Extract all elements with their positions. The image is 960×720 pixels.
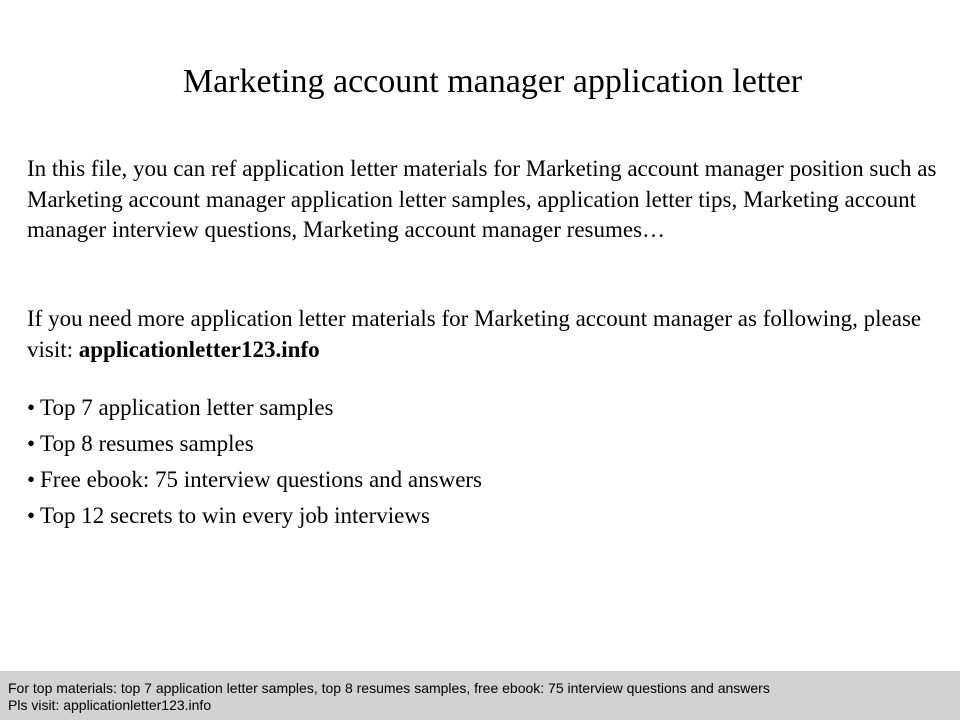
footer-line-visit: Pls visit: applicationletter123.info [8, 697, 212, 713]
more-info-text: If you need more application letter materials for Marketing account manager as following, please visit: [27, 306, 922, 362]
footer-bar [0, 671, 960, 720]
list-item-label: Top 8 resumes samples [40, 431, 254, 456]
materials-list [27, 393, 482, 537]
list-item-label: Free ebook: 75 interview questions and answers [40, 467, 483, 492]
more-info-paragraph [27, 304, 937, 365]
list-item [27, 465, 482, 501]
list-item-label: Top 12 secrets to win every job interviews [40, 503, 430, 528]
website-link[interactable]: applicationletter123.info [78, 336, 320, 362]
bullet-icon: • [27, 467, 36, 492]
list-item [27, 393, 482, 429]
list-item-label: Top 7 application letter samples [40, 395, 334, 420]
bullet-icon: • [27, 395, 36, 420]
bullet-icon: • [27, 431, 36, 456]
list-item [27, 501, 482, 537]
page-title: Marketing account manager application letter [182, 63, 803, 100]
bullet-icon: • [27, 503, 36, 528]
footer-line-materials: For top materials: top 7 application letter samples, top 8 resumes samples, free ebook: 75 interview questions and answers [8, 680, 770, 696]
intro-paragraph: In this file, you can ref application letter materials for Marketing account manager position such as Marketing account manager application letter samples, application letter tips, Marketing account manager interview questions, Marketing account manager resumes… [27, 156, 937, 242]
list-item [27, 429, 482, 465]
